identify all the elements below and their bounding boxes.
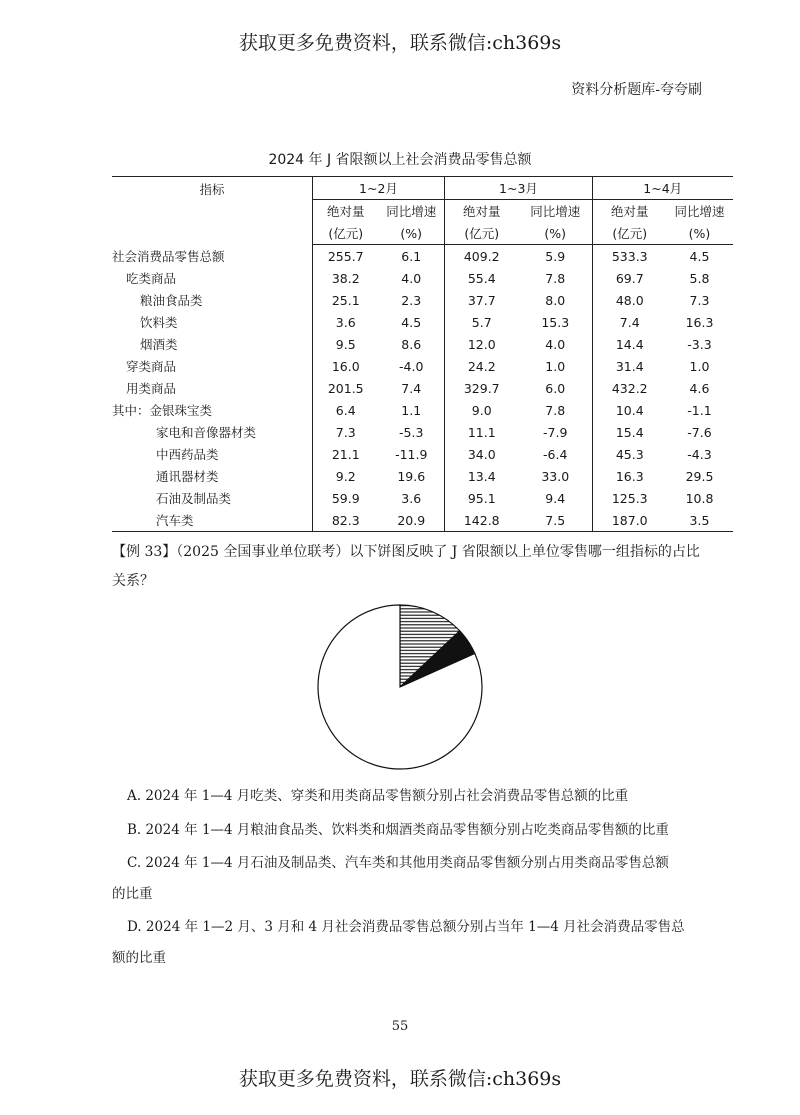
column-header: 绝对量 bbox=[445, 200, 519, 223]
table-cell: 95.1 bbox=[445, 487, 519, 509]
table-cell: 255.7 bbox=[313, 245, 379, 268]
row-label: 饮料类 bbox=[140, 315, 178, 330]
table-cell: 4.0 bbox=[401, 270, 422, 286]
table-cell: 38.2 bbox=[313, 267, 379, 289]
table-row bbox=[112, 333, 733, 355]
row-label: 家电和音像器材类 bbox=[156, 425, 257, 440]
table-cell: -7.6 bbox=[687, 424, 712, 440]
column-header: 同比增速 bbox=[674, 204, 725, 219]
option-d-continued: 额的比重 bbox=[112, 950, 166, 966]
unit-header: (%) bbox=[379, 222, 445, 245]
table-cell: 4.5 bbox=[689, 248, 710, 264]
unit-header: (亿元) bbox=[445, 222, 519, 245]
option-c: C. 2024 年 1—4 月石油及制品类、汽车类和其他用类商品零售额分别占用类商品零售总额 bbox=[127, 855, 669, 871]
table-cell: 7.8 bbox=[545, 270, 566, 286]
table-cell: 3.6 bbox=[401, 490, 422, 506]
table-cell: -5.3 bbox=[399, 424, 424, 440]
table-cell: 7.8 bbox=[545, 402, 566, 418]
table-cell: 7.5 bbox=[519, 509, 593, 532]
table-row bbox=[112, 355, 733, 377]
table-cell: 33.0 bbox=[541, 468, 570, 484]
table-cell: -7.9 bbox=[543, 424, 568, 440]
table-cell: 19.6 bbox=[397, 468, 426, 484]
table-cell: 15.4 bbox=[593, 421, 667, 443]
table-cell: 409.2 bbox=[445, 245, 519, 268]
table-row bbox=[112, 443, 733, 465]
table-header-row bbox=[112, 177, 733, 200]
table-cell: 3.5 bbox=[667, 509, 733, 532]
table-cell: 20.9 bbox=[379, 509, 445, 532]
table-cell: 10.8 bbox=[685, 490, 714, 506]
page-number: 55 bbox=[391, 1019, 409, 1034]
table-row bbox=[112, 267, 733, 289]
table-cell: 7.3 bbox=[313, 421, 379, 443]
table-row bbox=[112, 311, 733, 333]
table-cell: 3.6 bbox=[313, 311, 379, 333]
page-subheader: 资料分析题库-夸夸刷 bbox=[571, 82, 702, 98]
table-cell: 1.0 bbox=[689, 358, 710, 374]
row-label: 中西药品类 bbox=[156, 447, 219, 462]
unit-header: (亿元) bbox=[313, 222, 379, 245]
table-cell: 7.4 bbox=[593, 311, 667, 333]
row-label: 穿类商品 bbox=[126, 359, 177, 374]
table-cell: 5.7 bbox=[445, 311, 519, 333]
table-cell: 4.0 bbox=[545, 336, 566, 352]
question-text: 【例 33】（2025 全国事业单位联考）以下饼图反映了 J 省限额以上单位零售哪一组指标的占比关系？ bbox=[112, 544, 700, 589]
table-cell: 9.2 bbox=[313, 465, 379, 487]
table-cell: -1.1 bbox=[687, 402, 712, 418]
table-cell: 9.4 bbox=[545, 490, 566, 506]
table-cell: 24.2 bbox=[445, 355, 519, 377]
table-cell: 10.4 bbox=[593, 399, 667, 421]
table-cell: 4.6 bbox=[689, 380, 710, 396]
option-d: D. 2024 年 1—2 月、3 月和 4 月社会消费品零售总额分别占当年 1—4 月社会消费品零售总 bbox=[127, 919, 685, 935]
table-cell: 5.9 bbox=[545, 248, 566, 264]
table-row bbox=[112, 487, 733, 509]
unit-header: (亿元) bbox=[593, 222, 667, 245]
table-cell: 45.3 bbox=[593, 443, 667, 465]
table-row bbox=[112, 245, 733, 268]
table-cell: 55.4 bbox=[445, 267, 519, 289]
table-cell: 4.5 bbox=[401, 314, 422, 330]
table-cell: 12.0 bbox=[445, 333, 519, 355]
column-header: 绝对量 bbox=[313, 200, 379, 223]
table-cell: 2.3 bbox=[401, 292, 422, 308]
table-row bbox=[112, 465, 733, 487]
table-cell: 7.3 bbox=[689, 292, 710, 308]
table-cell: 201.5 bbox=[313, 377, 379, 399]
table-row bbox=[112, 377, 733, 399]
table-row bbox=[112, 421, 733, 443]
table-cell: 432.2 bbox=[593, 377, 667, 399]
table-cell: 34.0 bbox=[445, 443, 519, 465]
table-cell: 11.1 bbox=[445, 421, 519, 443]
table-cell: 142.8 bbox=[445, 509, 519, 532]
table-cell: 69.7 bbox=[593, 267, 667, 289]
table-cell: -6.4 bbox=[543, 446, 568, 462]
row-label: 用类商品 bbox=[126, 381, 177, 396]
table-cell: 13.4 bbox=[445, 465, 519, 487]
table-cell: 187.0 bbox=[593, 509, 667, 532]
table-cell: 31.4 bbox=[593, 355, 667, 377]
table-cell: 6.4 bbox=[313, 399, 379, 421]
unit-header: (%) bbox=[667, 222, 733, 245]
table-cell: 329.7 bbox=[445, 377, 519, 399]
table-cell: 21.1 bbox=[313, 443, 379, 465]
table-cell: 82.3 bbox=[313, 509, 379, 532]
table-cell: 5.8 bbox=[689, 270, 710, 286]
table-cell: 25.1 bbox=[313, 289, 379, 311]
retail-sales-table bbox=[112, 176, 733, 532]
row-label: 其中：金银珠宝类 bbox=[112, 403, 213, 418]
option-c-continued: 的比重 bbox=[112, 886, 153, 902]
row-label: 烟酒类 bbox=[140, 337, 178, 352]
unit-header: (%) bbox=[519, 222, 593, 245]
option-b: B. 2024 年 1—4 月粮油食品类、饮料类和烟酒类商品零售额分别占吃类商品零售额的比重 bbox=[127, 822, 669, 838]
column-header: 同比增速 bbox=[530, 204, 581, 219]
column-header: 同比增速 bbox=[386, 204, 437, 219]
table-cell: 1.1 bbox=[401, 402, 422, 418]
page-header-watermark: 获取更多免费资料，联系微信:ch369s bbox=[238, 32, 562, 54]
table-cell: 37.7 bbox=[445, 289, 519, 311]
table-cell: 8.0 bbox=[545, 292, 566, 308]
indicator-header: 指标 bbox=[112, 177, 313, 245]
table-cell: 29.5 bbox=[685, 468, 714, 484]
table-cell: 7.4 bbox=[401, 380, 422, 396]
table-title: 2024 年 J 省限额以上社会消费品零售总额 bbox=[268, 152, 532, 168]
period-header: 1~4月 bbox=[593, 177, 733, 200]
table-cell: 6.0 bbox=[545, 380, 566, 396]
table-cell: -4.0 bbox=[399, 358, 424, 374]
table-cell: 8.6 bbox=[401, 336, 422, 352]
table-cell: 1.0 bbox=[545, 358, 566, 374]
table-cell: 15.3 bbox=[541, 314, 570, 330]
column-header: 绝对量 bbox=[593, 200, 667, 223]
table-cell: 9.0 bbox=[445, 399, 519, 421]
row-label: 吃类商品 bbox=[126, 271, 177, 286]
table-row bbox=[112, 509, 733, 532]
period-header: 1~3月 bbox=[445, 177, 593, 200]
table-cell: 16.0 bbox=[313, 355, 379, 377]
table-cell: 533.3 bbox=[593, 245, 667, 268]
option-a: A. 2024 年 1—4 月吃类、穿类和用类商品零售额分别占社会消费品零售总额的比重 bbox=[127, 788, 629, 804]
table-cell: 125.3 bbox=[593, 487, 667, 509]
table-cell: 16.3 bbox=[685, 314, 714, 330]
table-cell: 9.5 bbox=[313, 333, 379, 355]
table-cell: 48.0 bbox=[593, 289, 667, 311]
row-label: 社会消费品零售总额 bbox=[112, 248, 225, 264]
table-row bbox=[112, 399, 733, 421]
table-cell: 14.4 bbox=[593, 333, 667, 355]
period-header: 1~2月 bbox=[313, 177, 445, 200]
pie-chart bbox=[317, 604, 483, 770]
row-label: 粮油食品类 bbox=[140, 293, 203, 308]
table-cell: -11.9 bbox=[395, 446, 428, 462]
table-cell: 6.1 bbox=[401, 248, 422, 264]
table-row bbox=[112, 289, 733, 311]
page-footer-watermark: 获取更多免费资料，联系微信:ch369s bbox=[238, 1068, 562, 1090]
row-label: 石油及制品类 bbox=[156, 491, 232, 506]
table-cell: -4.3 bbox=[687, 446, 712, 462]
row-label: 通讯器材类 bbox=[156, 469, 219, 484]
table-cell: 16.3 bbox=[593, 465, 667, 487]
table-cell: -3.3 bbox=[687, 336, 712, 352]
table-cell: 59.9 bbox=[313, 487, 379, 509]
row-label: 汽车类 bbox=[112, 509, 313, 532]
